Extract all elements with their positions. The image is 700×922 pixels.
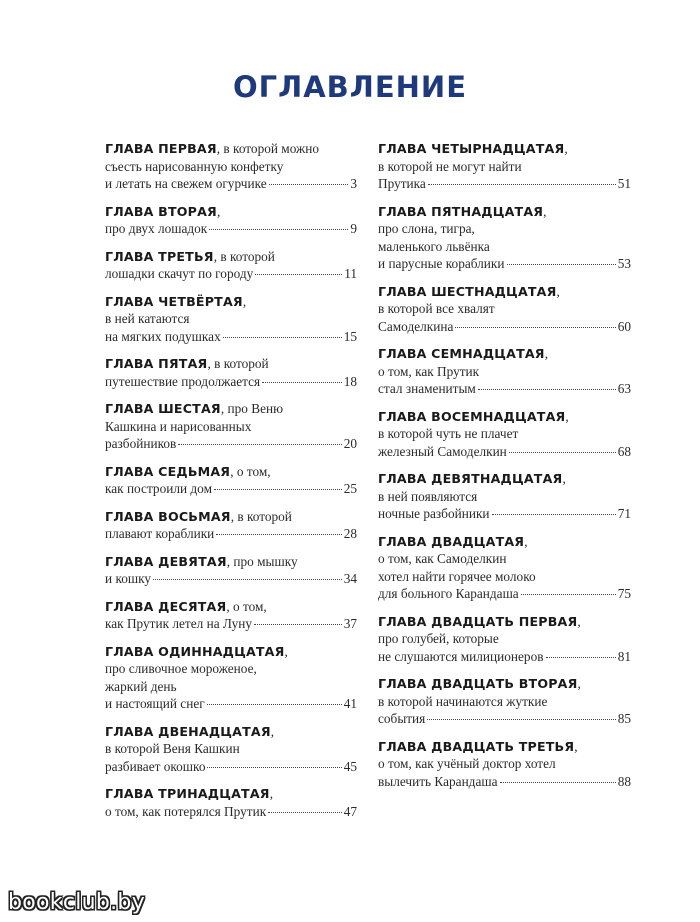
- toc-line: [378, 345, 631, 363]
- toc-line: [378, 585, 631, 603]
- chapter-description: ,: [577, 676, 581, 691]
- chapter-description: в ней катаются: [105, 311, 190, 326]
- toc-entry[interactable]: [105, 723, 357, 776]
- toc-line: [378, 568, 631, 586]
- toc-entry[interactable]: [378, 470, 631, 523]
- page-number: 9: [350, 221, 357, 236]
- chapter-heading: ГЛАВА ДВАДЦАТЬ ТРЕТЬЯ: [378, 738, 575, 754]
- toc-entry[interactable]: [105, 463, 357, 498]
- toc-line: [378, 408, 631, 426]
- page-number: 20: [343, 436, 357, 451]
- toc-line: [105, 723, 357, 741]
- toc-entry[interactable]: [105, 140, 357, 193]
- toc-line: [378, 505, 631, 523]
- toc-line: [378, 488, 631, 506]
- dot-leader: [216, 534, 341, 535]
- chapter-heading: ГЛАВА ВТОРАЯ: [105, 203, 217, 219]
- toc-entry[interactable]: [105, 293, 357, 346]
- toc-line: [378, 380, 631, 398]
- toc-line: [105, 785, 357, 803]
- toc-entry[interactable]: [378, 283, 631, 336]
- page-number: 41: [343, 696, 357, 711]
- dot-leader: [223, 337, 342, 338]
- dot-leader: [214, 489, 342, 490]
- toc-line: [378, 203, 631, 221]
- toc-line: [105, 678, 357, 696]
- chapter-description: вылечить Карандаша: [378, 773, 498, 789]
- dot-leader: [428, 184, 616, 185]
- toc-line: [105, 525, 357, 543]
- page-title: ОГЛАВЛЕНИЕ: [232, 70, 467, 104]
- toc-line: [105, 695, 357, 713]
- chapter-heading: ГЛАВА ОДИННАДЦАТАЯ: [105, 643, 285, 659]
- chapter-description: ,: [269, 786, 274, 801]
- toc-line: [105, 265, 357, 283]
- chapter-heading: ГЛАВА ДЕСЯТАЯ: [105, 598, 227, 614]
- toc-entry[interactable]: [378, 613, 631, 666]
- toc-line: [378, 140, 631, 158]
- toc-line: [378, 443, 631, 461]
- dot-leader: [500, 782, 616, 783]
- toc-line: [378, 283, 631, 301]
- chapter-description: ,: [565, 408, 569, 424]
- toc-line: [378, 318, 631, 336]
- chapter-description: ,: [543, 203, 547, 219]
- toc-line: [105, 643, 357, 661]
- bookclub-watermark: bookclub.by: [8, 890, 146, 915]
- chapter-description: в которой не могут найти: [378, 158, 522, 174]
- toc-line: [378, 613, 631, 631]
- chapter-description: разбивает окошко: [105, 758, 206, 774]
- toc-line: [378, 738, 631, 756]
- dot-leader: [207, 704, 342, 705]
- chapter-description: для больного Карандаша: [378, 586, 519, 601]
- toc-line: [378, 425, 631, 443]
- chapter-heading: ГЛАВА ДВАДЦАТЬ ВТОРАЯ: [378, 676, 578, 691]
- chapter-description: в которой все хвалят: [378, 301, 495, 316]
- toc-entry[interactable]: [378, 738, 631, 791]
- dot-leader: [178, 444, 341, 445]
- toc-line: [378, 648, 631, 666]
- toc-line: [378, 773, 631, 791]
- dot-leader: [262, 382, 342, 383]
- chapter-description: про двух лошадок: [105, 221, 208, 236]
- chapter-description: в которой чуть не плачет: [378, 426, 519, 441]
- chapter-description: , в которой: [207, 356, 269, 371]
- page-number: 85: [617, 711, 631, 726]
- toc-line: [378, 533, 631, 551]
- chapter-description: хотел найти горячее молоко: [378, 568, 536, 584]
- chapter-description: ,: [524, 533, 528, 549]
- toc-line: [105, 400, 357, 418]
- toc-entry[interactable]: [105, 248, 357, 283]
- chapter-description: , в которой: [213, 248, 275, 264]
- chapter-description: про сливочное мороженое,: [105, 661, 257, 676]
- toc-line: [105, 328, 357, 346]
- toc-line: [105, 248, 357, 266]
- chapter-description: железный Самоделкин: [378, 443, 507, 459]
- dot-leader: [509, 452, 616, 453]
- chapter-description: и настоящий снег: [105, 696, 205, 711]
- chapter-heading: ГЛАВА ШЕСТНАДЦАТАЯ: [378, 283, 557, 299]
- toc-line: [378, 630, 631, 648]
- page-number: 25: [343, 481, 357, 496]
- chapter-heading: ГЛАВА СЕДЬМАЯ: [105, 463, 231, 479]
- chapter-heading: ГЛАВА ПЯТАЯ: [105, 356, 208, 371]
- toc-entry[interactable]: [105, 553, 357, 588]
- toc-line: [105, 203, 357, 221]
- toc-line: [105, 508, 357, 526]
- chapter-description: , в которой: [230, 508, 292, 524]
- toc-entry[interactable]: [105, 643, 357, 713]
- dot-leader: [492, 514, 616, 515]
- chapter-description: путешествие продолжается: [105, 373, 261, 389]
- page-number: 88: [617, 773, 631, 789]
- page-number: 81: [617, 648, 631, 664]
- chapter-heading: ГЛАВА ТРИНАДЦАТАЯ: [105, 786, 270, 801]
- toc-line: [105, 553, 357, 571]
- toc-line: [378, 158, 631, 176]
- page-number: 75: [617, 586, 631, 601]
- toc-line: [378, 300, 631, 318]
- toc-line: [105, 758, 357, 776]
- chapter-description: ,: [284, 643, 288, 659]
- toc-entry[interactable]: [378, 345, 631, 398]
- dot-leader: [254, 624, 342, 625]
- toc-line: [105, 310, 357, 328]
- page-number: 47: [343, 803, 357, 819]
- page-number: 11: [344, 266, 357, 281]
- toc-line: [378, 363, 631, 381]
- toc-line: [105, 293, 357, 311]
- toc-entry[interactable]: [105, 785, 357, 820]
- dot-leader: [455, 327, 615, 328]
- chapter-heading: ГЛАВА ДЕВЯТАЯ: [105, 553, 227, 569]
- toc-entry[interactable]: [105, 355, 357, 390]
- toc-line: [105, 355, 357, 373]
- chapter-heading: ГЛАВА ВОСЬМАЯ: [105, 508, 231, 524]
- toc-entry[interactable]: [378, 203, 631, 273]
- toc-line: [378, 675, 631, 693]
- page-number: 37: [343, 616, 357, 631]
- toc-entry[interactable]: [378, 675, 631, 728]
- toc-line: [378, 755, 631, 773]
- chapter-heading: ГЛАВА ДВАДЦАТАЯ: [378, 533, 525, 549]
- chapter-description: Самоделкина: [378, 318, 454, 334]
- chapter-description: , про Веню: [220, 401, 284, 416]
- page-number: 34: [343, 571, 357, 586]
- chapter-heading: ГЛАВА ЧЕТЫРНАДЦАТАЯ: [378, 141, 565, 156]
- toc-line: [105, 373, 357, 391]
- toc-line: [105, 158, 357, 176]
- chapter-description: не слушаются милиционеров: [378, 648, 544, 664]
- toc-entry[interactable]: [378, 140, 631, 193]
- toc-line: [105, 140, 357, 158]
- chapter-description: разбойников: [105, 436, 177, 451]
- chapter-description: , о том,: [230, 463, 271, 479]
- toc-line: [378, 220, 631, 238]
- toc-line: [105, 435, 357, 453]
- toc-line: [105, 220, 357, 238]
- toc-entry[interactable]: [105, 400, 357, 453]
- toc-line: [378, 693, 631, 711]
- chapter-description: жаркий день: [105, 678, 177, 694]
- chapter-description: Прутика: [378, 176, 426, 191]
- chapter-heading: ГЛАВА ДВАДЦАТЬ ПЕРВАЯ: [378, 613, 578, 629]
- chapter-description: про голубей, которые: [378, 631, 499, 646]
- chapter-description: в которой Веня Кашкин: [105, 741, 240, 756]
- chapter-description: ночные разбойники: [378, 506, 490, 521]
- chapter-description: ,: [564, 141, 568, 156]
- chapter-heading: ГЛАВА СЕМНАДЦАТАЯ: [378, 346, 545, 361]
- dot-leader: [546, 657, 616, 658]
- page-number: 63: [617, 381, 631, 396]
- chapter-description: ,: [544, 346, 549, 361]
- dot-leader: [255, 274, 342, 275]
- page-number: 28: [343, 526, 357, 541]
- dot-leader: [521, 594, 616, 595]
- dot-leader: [153, 579, 342, 580]
- toc-line: [378, 470, 631, 488]
- chapter-description: о том, как Самоделкин: [378, 551, 507, 566]
- chapter-description: , про мышку: [226, 553, 298, 569]
- chapter-description: как построили дом: [105, 481, 212, 496]
- dot-leader: [427, 719, 615, 720]
- page-number: 3: [350, 176, 357, 191]
- chapter-description: лошадки скачут по городу: [105, 266, 254, 281]
- toc-line: [378, 255, 631, 273]
- chapter-description: о том, как учёный доктор хотел: [378, 756, 556, 771]
- toc-line: [105, 463, 357, 481]
- chapter-description: , о том,: [226, 598, 267, 614]
- page-number: 51: [617, 176, 631, 191]
- chapter-heading: ГЛАВА ВОСЕМНАДЦАТАЯ: [378, 408, 566, 424]
- chapter-heading: ГЛАВА ПЕРВАЯ: [105, 141, 217, 156]
- dot-leader: [209, 229, 348, 230]
- chapter-description: и парусные кораблики: [378, 256, 505, 271]
- dot-leader: [478, 389, 616, 390]
- toc-line: [105, 480, 357, 498]
- toc-line: [378, 550, 631, 568]
- chapter-description: ,: [562, 471, 566, 486]
- dot-leader: [507, 264, 616, 265]
- chapter-description: Кашкина и нарисованных: [105, 418, 252, 434]
- page-number: 60: [617, 318, 631, 334]
- chapter-description: про слона, тигра,: [378, 221, 475, 236]
- chapter-description: ,: [216, 203, 221, 219]
- dot-leader: [268, 812, 342, 813]
- toc-line: [105, 615, 357, 633]
- toc-entry[interactable]: [378, 533, 631, 603]
- chapter-description: стал знаменитым: [378, 381, 476, 396]
- toc-entry[interactable]: [105, 598, 357, 633]
- chapter-description: ,: [574, 738, 578, 754]
- chapter-description: ,: [577, 613, 581, 629]
- toc-line: [105, 175, 357, 193]
- page-number: 18: [343, 373, 357, 389]
- chapter-description: ,: [242, 293, 247, 309]
- chapter-heading: ГЛАВА ЧЕТВЁРТАЯ: [105, 293, 243, 309]
- dot-leader: [207, 767, 341, 768]
- chapter-description: и кошку: [105, 571, 152, 586]
- chapter-description: как Прутик летел на Луну: [105, 616, 253, 631]
- toc-entry[interactable]: [105, 508, 357, 543]
- chapter-heading: ГЛАВА ПЯТНАДЦАТАЯ: [378, 203, 544, 219]
- toc-line: [105, 570, 357, 588]
- page-number: 68: [617, 443, 631, 459]
- chapter-description: о том, как потерялся Прутик: [105, 803, 267, 819]
- chapter-heading: ГЛАВА ДВЕНАДЦАТАЯ: [105, 723, 271, 739]
- chapter-description: съесть нарисованную конфетку: [105, 158, 284, 174]
- toc-line: [105, 660, 357, 678]
- chapter-heading: ГЛАВА ДЕВЯТНАДЦАТАЯ: [378, 471, 563, 486]
- toc-line: [105, 598, 357, 616]
- toc-line: [378, 238, 631, 256]
- chapter-description: в которой начинаются жуткие: [378, 693, 548, 709]
- chapter-description: и летать на свежем огурчике: [105, 176, 267, 191]
- chapter-description: плавают кораблики: [105, 526, 215, 541]
- toc-column-left: [105, 140, 357, 830]
- toc-line: [105, 418, 357, 436]
- toc-entry[interactable]: [378, 408, 631, 461]
- chapter-description: ,: [556, 283, 560, 299]
- toc-line: [378, 710, 631, 728]
- page-number: 45: [343, 758, 357, 774]
- chapter-description: о том, как Прутик: [378, 363, 480, 379]
- chapter-heading: ГЛАВА ШЕСТАЯ: [105, 401, 221, 416]
- chapter-description: события: [378, 711, 426, 726]
- page-number: 15: [343, 328, 357, 344]
- page-number: 71: [617, 506, 631, 521]
- toc-column-right: [378, 140, 631, 800]
- chapter-description: на мягких подушках: [105, 328, 221, 344]
- chapter-description: в ней появляются: [378, 488, 478, 504]
- chapter-description: ,: [270, 723, 275, 739]
- chapter-description: маленького львёнка: [378, 238, 490, 254]
- toc-entry[interactable]: [105, 203, 357, 238]
- dot-leader: [269, 184, 349, 185]
- toc-line: [105, 803, 357, 821]
- toc-line: [378, 175, 631, 193]
- page-number: 53: [617, 256, 631, 271]
- chapter-heading: ГЛАВА ТРЕТЬЯ: [105, 248, 214, 264]
- toc-line: [105, 740, 357, 758]
- chapter-description: , в которой можно: [216, 141, 319, 156]
